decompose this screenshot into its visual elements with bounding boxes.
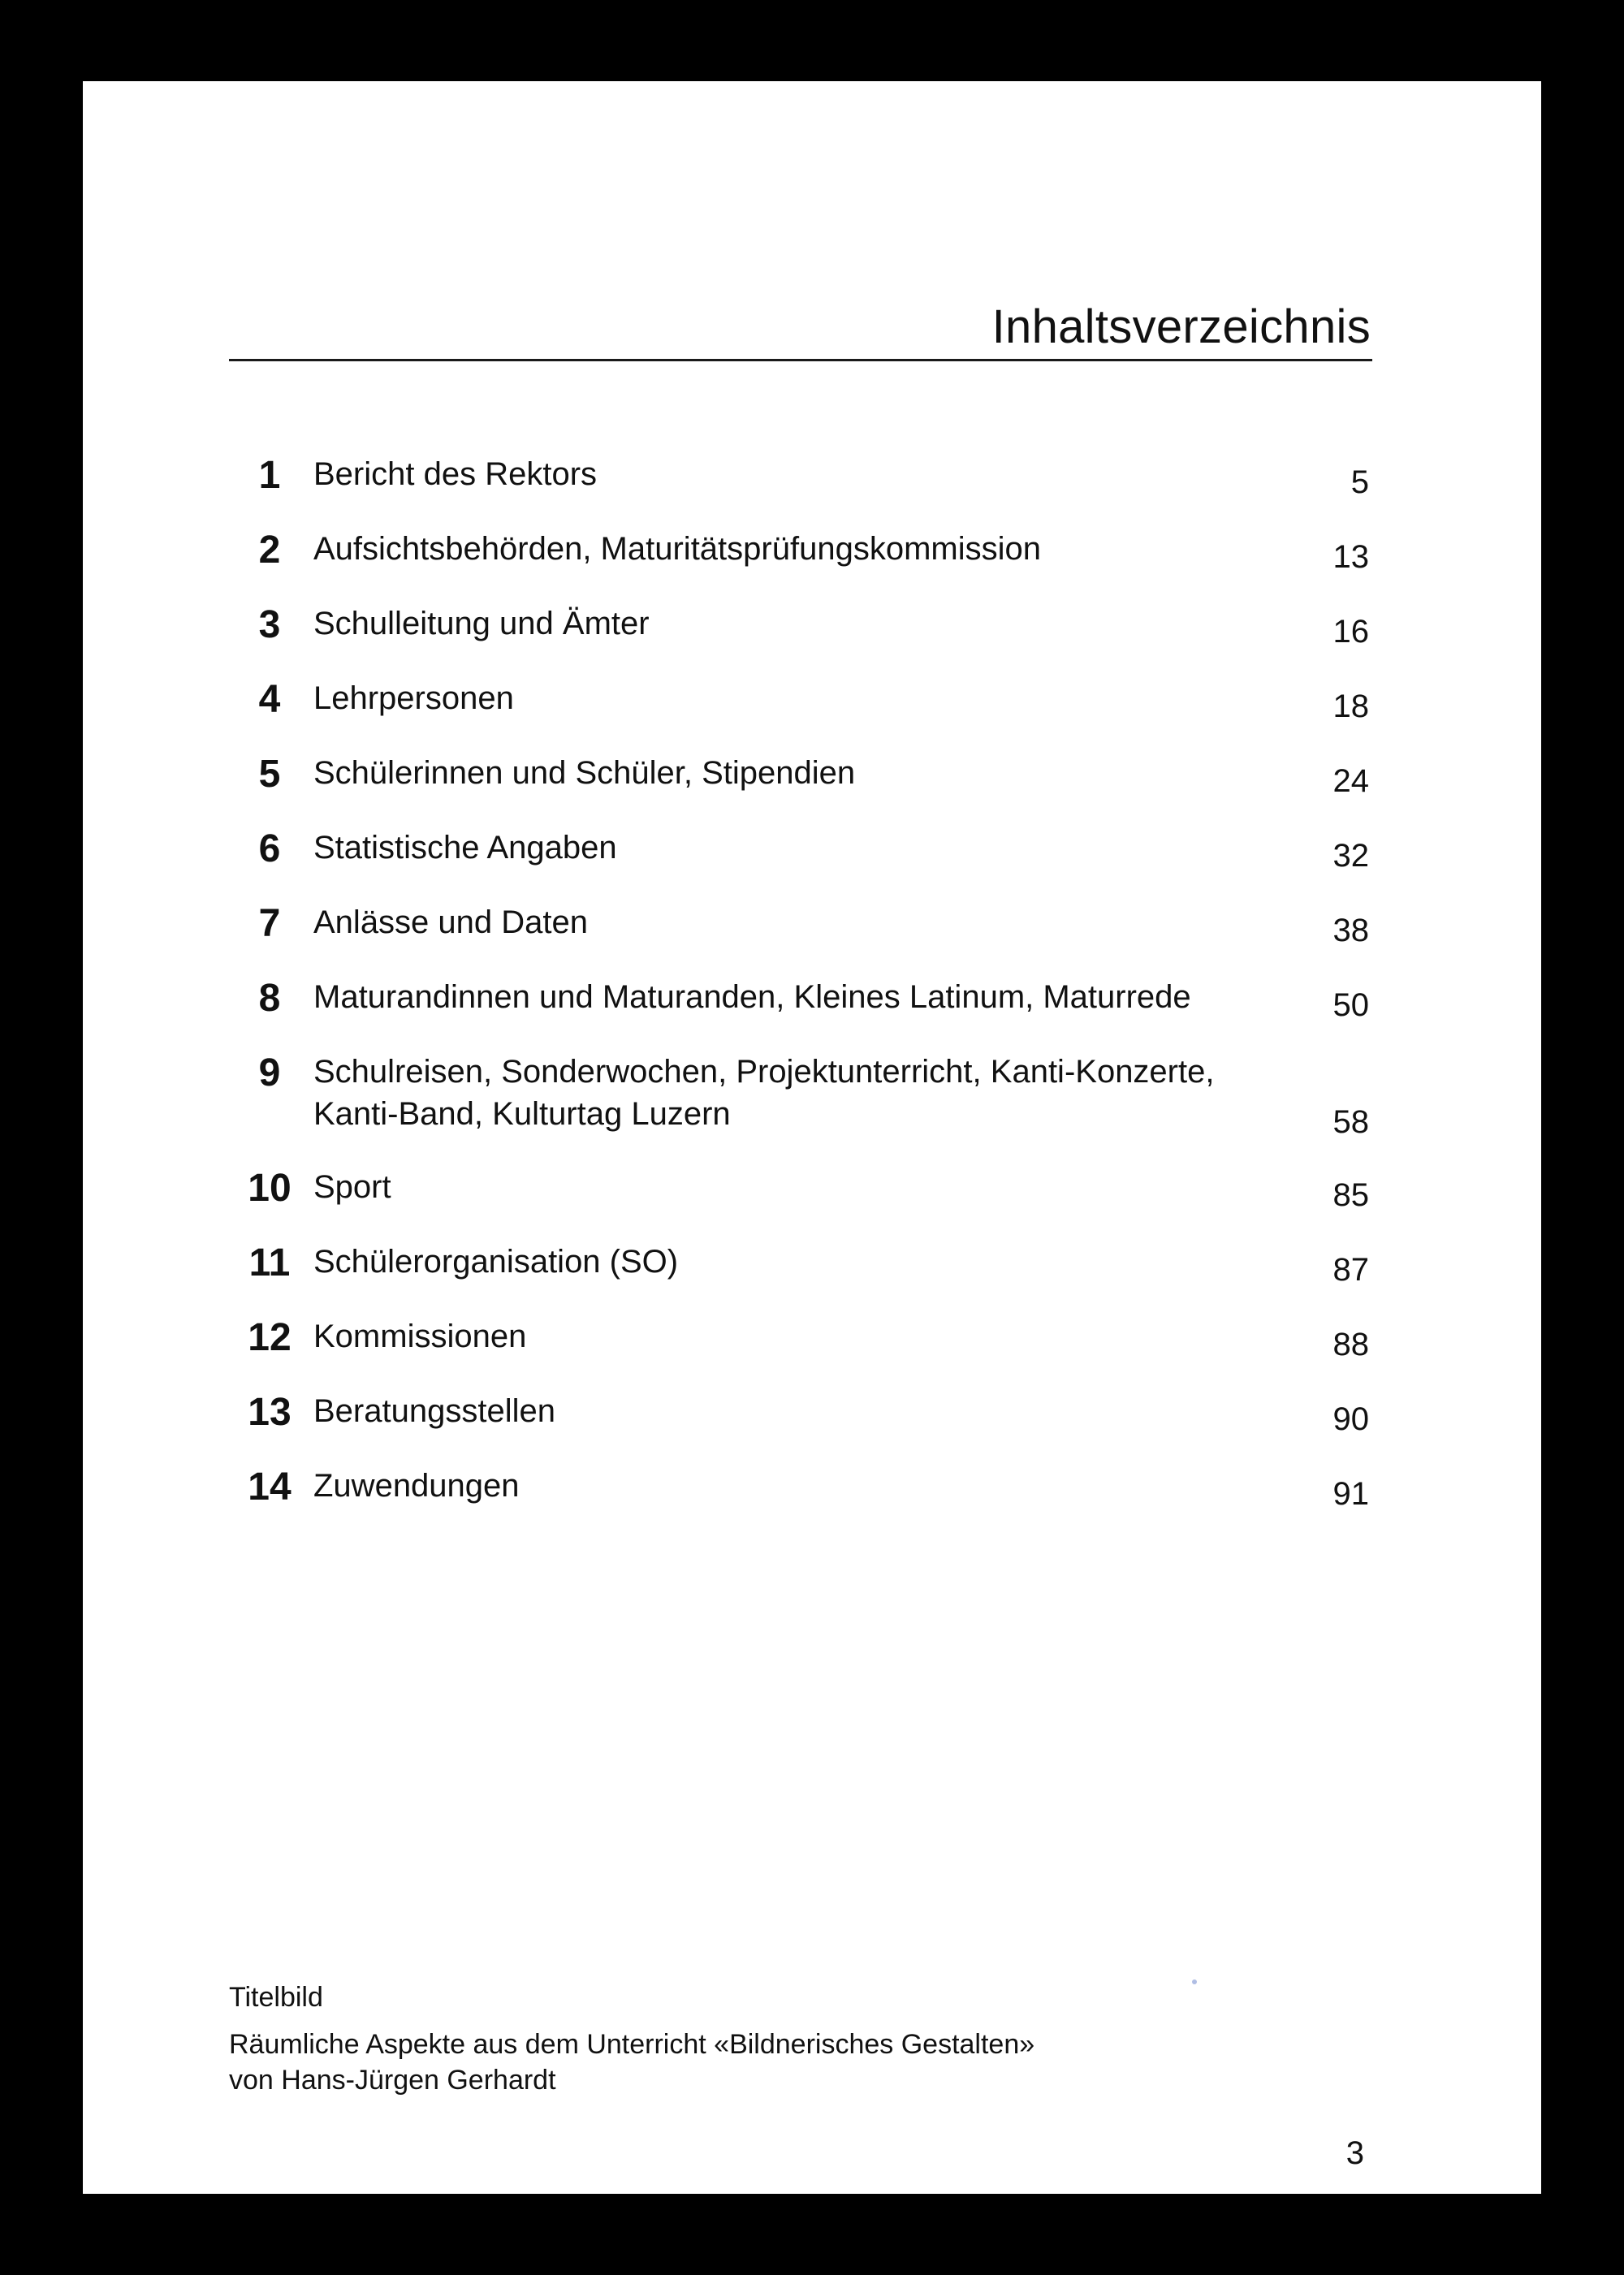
toc-entry-page: 13 [1332, 539, 1369, 575]
toc-entry-page: 16 [1332, 614, 1369, 650]
toc-entry [229, 1465, 1372, 1539]
toc-entry-number: 8 [258, 977, 281, 1020]
toc-entry-page: 5 [1350, 464, 1369, 500]
toc-entry-number: 11 [248, 1241, 291, 1284]
caption-label: Titelbild [229, 1982, 323, 2013]
toc-entry-title: Schülerorganisation (SO) [313, 1244, 679, 1280]
page-number: 3 [1345, 2135, 1364, 2171]
toc-entry [229, 752, 1372, 827]
toc-entry-number: 6 [258, 827, 281, 870]
toc-entry-title-line1: Schulreisen, Sonderwochen, Projektunterricht, Kanti-Konzerte, [313, 1054, 1215, 1090]
toc-entry-number: 5 [258, 753, 281, 796]
table-of-contents [229, 453, 1372, 1539]
toc-entry [229, 1390, 1372, 1465]
toc-entry [229, 1166, 1372, 1241]
toc-entry-page: 24 [1332, 763, 1369, 799]
toc-entry-title: Anlässe und Daten [313, 904, 589, 940]
caption-line: von Hans-Jürgen Gerhardt [229, 2065, 556, 2096]
toc-entry-page: 91 [1332, 1476, 1369, 1512]
toc-entry [229, 901, 1372, 976]
toc-entry-page: 85 [1332, 1177, 1369, 1213]
toc-entry-page: 87 [1332, 1252, 1369, 1288]
toc-entry [229, 827, 1372, 901]
document-page [83, 81, 1541, 2194]
toc-entry-page: 90 [1332, 1401, 1369, 1437]
toc-entry [229, 677, 1372, 752]
toc-entry-page: 58 [1332, 1104, 1369, 1140]
toc-entry-title: Aufsichtsbehörden, Maturitätsprüfungskommission [313, 531, 1041, 567]
toc-entry [229, 1241, 1372, 1315]
toc-entry [229, 976, 1372, 1051]
toc-entry-number: 7 [258, 902, 281, 945]
toc-entry [229, 528, 1372, 602]
toc-entry-page: 18 [1332, 689, 1369, 724]
toc-entry-title: Schulleitung und Ämter [313, 606, 650, 641]
toc-entry [229, 1051, 1372, 1166]
toc-entry-number: 3 [258, 603, 281, 646]
toc-entry-number: 12 [248, 1316, 292, 1359]
toc-entry-title: Beratungsstellen [313, 1393, 555, 1429]
toc-entry-number: 9 [258, 1051, 281, 1094]
toc-entry-title: Zuwendungen [313, 1468, 520, 1504]
heading-block [229, 211, 1372, 361]
toc-entry-number: 14 [248, 1466, 292, 1509]
toc-entry [229, 453, 1372, 528]
toc-entry-number: 2 [258, 529, 281, 572]
toc-entry-number: 10 [248, 1167, 292, 1210]
toc-entry-title: Sport [313, 1169, 391, 1205]
toc-entry-title: Lehrpersonen [313, 680, 514, 716]
caption-line: Räumliche Aspekte aus dem Unterricht «Bildnerisches Gestalten» [229, 2029, 1035, 2060]
toc-entry [229, 1315, 1372, 1390]
toc-entry-number: 4 [258, 678, 281, 721]
toc-entry-page: 32 [1332, 838, 1369, 874]
toc-entry-title: Kommissionen [313, 1319, 527, 1354]
page-title: Inhaltsverzeichnis [991, 300, 1371, 353]
toc-entry-page: 38 [1332, 913, 1369, 948]
toc-entry-number: 1 [258, 454, 281, 497]
scan-speck [1192, 1979, 1197, 1984]
toc-entry-number: 13 [248, 1391, 292, 1434]
toc-entry-title [310, 1051, 1372, 1135]
toc-entry-page: 88 [1332, 1327, 1369, 1362]
toc-entry-title-line2: Kanti-Band, Kulturtag Luzern [313, 1096, 731, 1132]
toc-entry [229, 602, 1372, 677]
cover-image-caption [229, 1979, 1285, 2098]
toc-entry-title: Bericht des Rektors [313, 456, 598, 492]
toc-entry-title: Schülerinnen und Schüler, Stipendien [313, 755, 856, 791]
toc-entry-title: Maturandinnen und Maturanden, Kleines Latinum, Maturrede [313, 979, 1191, 1015]
toc-entry-title: Statistische Angaben [313, 830, 617, 866]
toc-entry-page: 50 [1332, 987, 1369, 1023]
